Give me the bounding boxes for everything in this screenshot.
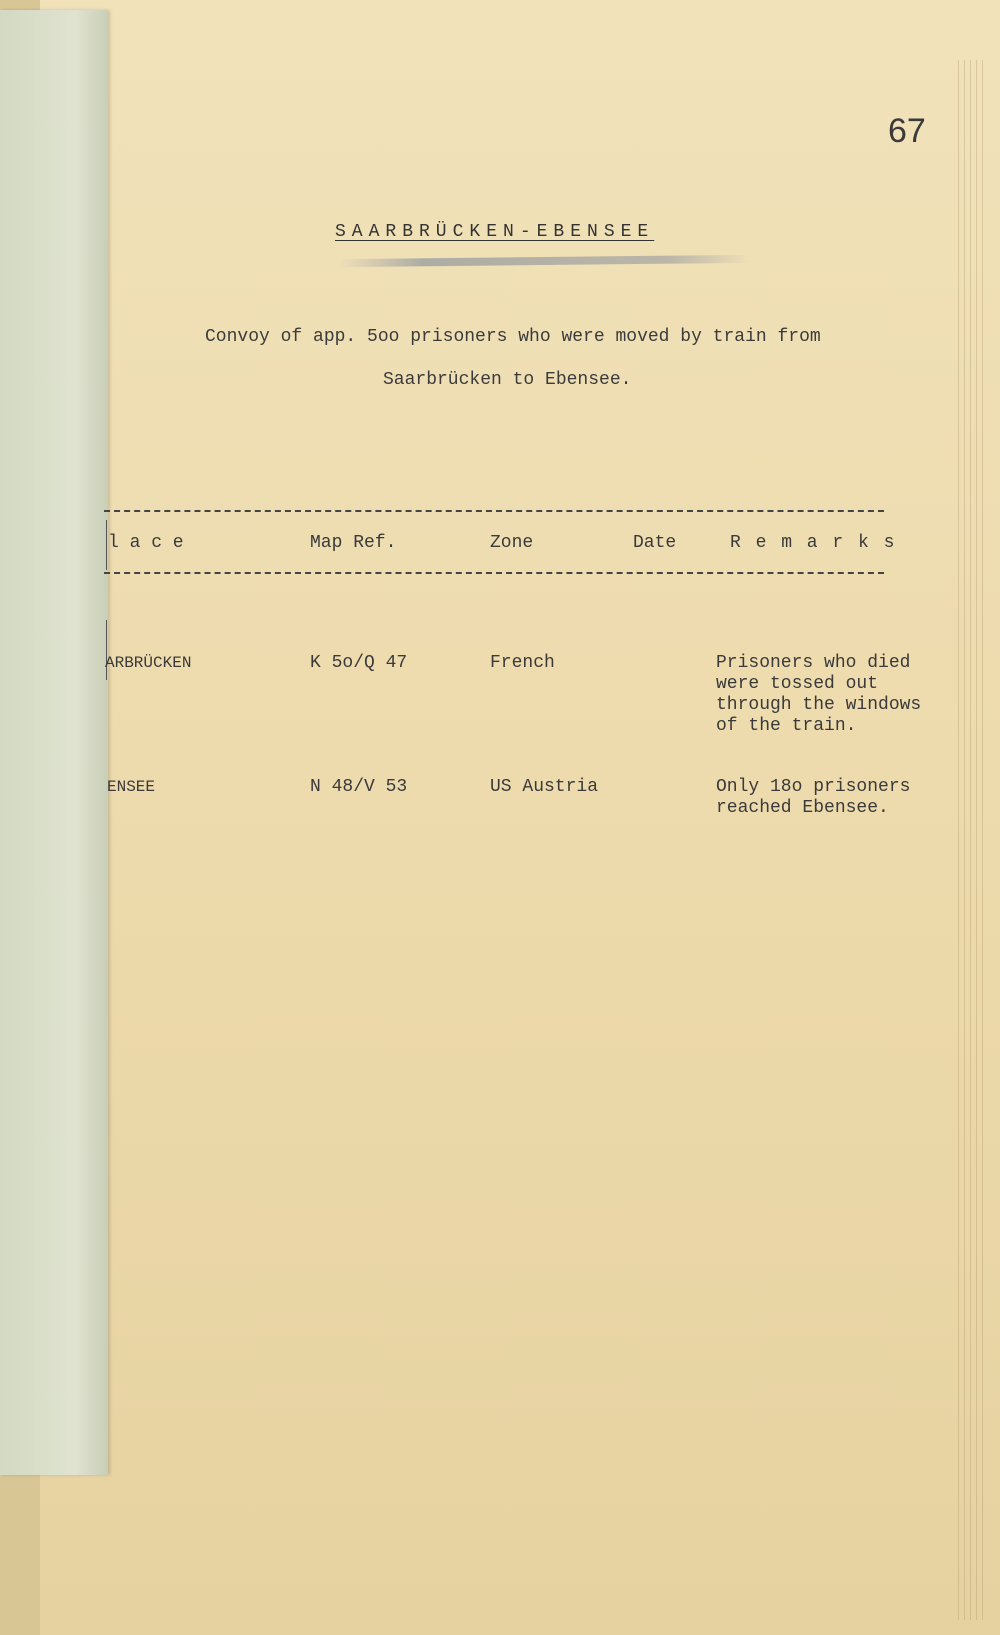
table-header-rule [104, 572, 884, 574]
header-place: l a c e [108, 533, 184, 553]
row-1-zone: French [490, 653, 555, 673]
table-top-rule [104, 510, 884, 512]
row-2-remarks: Only 18o prisoners reached Ebensee. [716, 777, 911, 818]
row-1-map-ref: K 5o/Q 47 [310, 653, 408, 673]
row-2-map-ref: N 48/V 53 [310, 777, 408, 797]
row-1-remarks: Prisoners who died were tossed out through the windows of the train. [716, 653, 922, 736]
intro-line-1: Convoy of app. 5oo prisoners who were moved by train from [205, 327, 821, 347]
header-map-ref: Map Ref. [310, 533, 397, 553]
binding-strip [0, 10, 108, 1475]
row-2-zone: US Austria [490, 777, 599, 797]
page-number: 67 [888, 112, 926, 150]
header-remarks: R e m a r k s [730, 533, 897, 553]
row-1-place: ARBRÜCKEN [105, 654, 192, 672]
page-edge-texture [958, 60, 988, 1620]
document-title: SAARBRÜCKEN-EBENSEE [335, 222, 655, 242]
table-left-edge [106, 520, 107, 570]
intro-line-2: Saarbrücken to Ebensee. [383, 370, 632, 390]
header-date: Date [633, 533, 677, 553]
header-zone: Zone [490, 533, 534, 553]
row-2-place: ENSEE [107, 778, 156, 796]
